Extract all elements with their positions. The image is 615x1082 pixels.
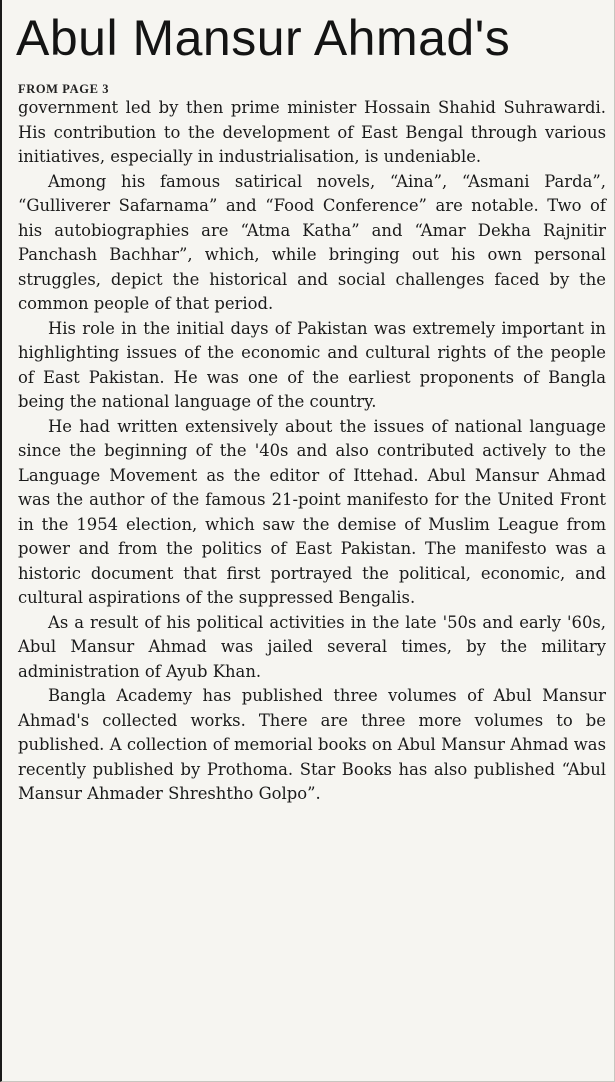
paragraph-3: His role in the initial days of Pakistan was extremely important in highlighting issues of the economic and cultural rights of the people of East Pakistan. He was one of the earliest proponents of Bangla being the national language of the country. [18, 318, 606, 411]
paragraph-5: As a result of his political activities in the late '50s and early '60s, Abul Mansur Ahmad was jailed several times, by the military administration of Ayub Khan. [18, 612, 606, 681]
paragraph-1: government led by then prime minister Hossain Shahid Suhrawardi. His contribution to the development of East Bengal through various initiatives, especially in industrialisation, is undeniable. [18, 98, 606, 166]
paragraph-4: He had written extensively about the issues of national language since the beginning of the '40s and also contributed actively to the Language Movement as the editor of Ittehad. Abul Mansur Ahmad was the author of the famous 21-point manifesto for the United Front in the 1954 election, which saw the demise of Muslim League from power and from the politics of East Pakistan. The manifesto was a historic document that first portrayed the political, economic, and cultural aspirations of the suppressed Bengalis. [18, 416, 606, 607]
paragraph-6: Bangla Academy has published three volumes of Abul Mansur Ahmad's collected works. There are three more volumes to be published. A collection of memorial books on Abul Mansur Ahmad was recently published by Prothoma. Star Books has also published “Abul Mansur Ahmader Shreshtho Golpo”. [18, 686, 606, 803]
headline: Abul Mansur Ahmad's [16, 10, 511, 66]
paragraph-2: Among his famous satirical novels, “Aina”, “Asmani Parda”, “Gulliverer Safarnama” and “Food Conference” are notable. Two of his autobiographies are “Atma Katha” and “Amar Dekha Rajnitir Panchash Bachhar”, which, while bringing out his own personal struggles, depict the historical and social challenges faced by the common people of that period. [18, 171, 606, 313]
article-body [18, 96, 606, 807]
continued-from-label: FROM PAGE 3 [18, 82, 110, 96]
